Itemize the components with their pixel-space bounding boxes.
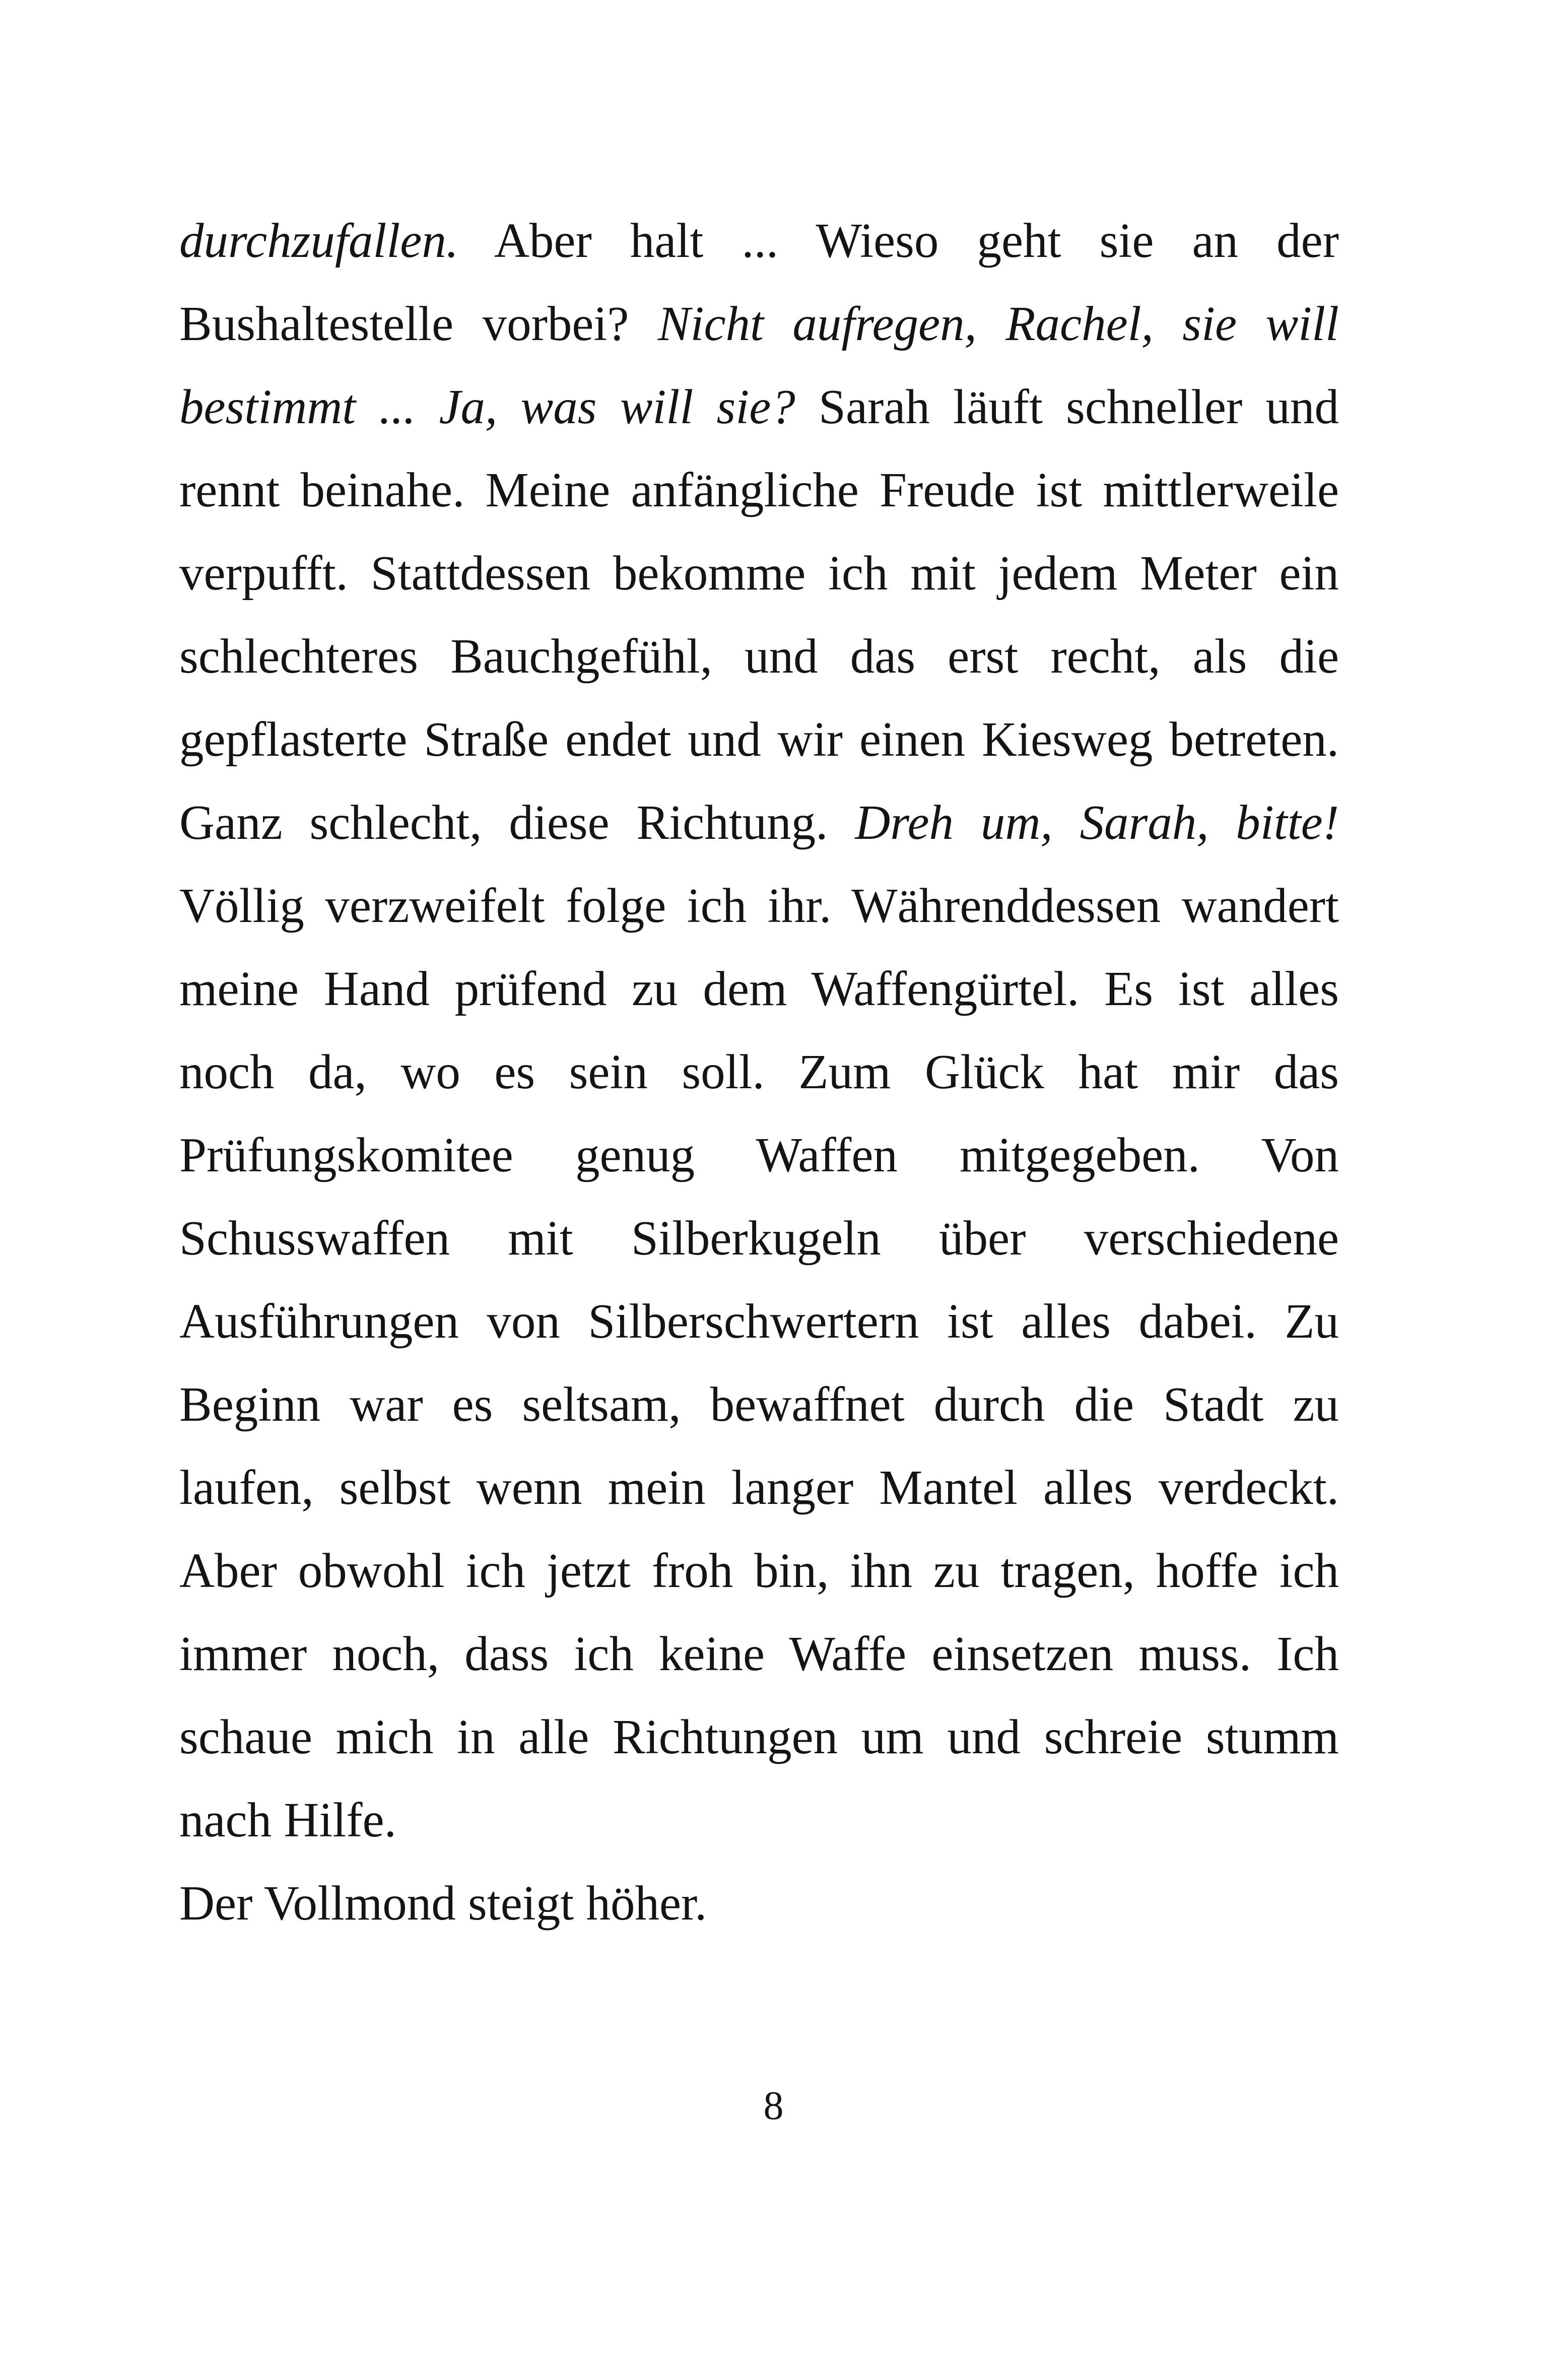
italic-text: durchzufallen. [179, 214, 459, 268]
paragraph [179, 199, 1339, 1862]
italic-text: Dreh um, Sarah, bitte! [855, 796, 1339, 849]
body-text-segment: Völlig verzweifelt folge ich ihr. Währenddessen wandert meine Hand prüfend zu dem Waffengürtel. Es ist alles noch da, wo es sein soll. Zum Glück hat mir das Prüfungskomitee genug Waffen mitgegeben. Von Schusswaffen mit Silberkugeln über verschiedene Ausführungen von Silberschwertern ist alles dabei. Zu Beginn war es seltsam, bewaffnet durch die Stadt zu laufen, selbst wenn mein langer Mantel alles verdeckt. Aber obwohl ich jetzt froh bin, ihn zu tragen, hoffe ich immer noch, dass ich keine Waffe einsetzen muss. Ich schaue mich in alle Richtungen um und schreie stumm nach Hilfe. [179, 879, 1339, 1847]
italic-text: Nicht aufregen, Rachel, sie will bestimmt ... Ja, was will sie? [179, 297, 1339, 434]
page-number: 8 [763, 2084, 784, 2128]
body-text-segment: Aber halt ... Wieso geht sie an der Bushaltestelle vorbei? [179, 214, 1339, 351]
body-text-segment: Der Vollmond steigt höher. [179, 1876, 707, 1930]
paragraph [179, 1862, 1339, 1945]
body-text-segment: Sarah läuft schneller und rennt beinahe. Meine anfängliche Freude ist mittlerweile verpufft. Stattdessen bekomme ich mit jedem Meter ein schlechteres Bauchgefühl, und das erst recht, als die gepflasterte Straße endet und wir einen Kiesweg betreten. Ganz schlecht, diese Richtung. [179, 380, 1339, 849]
body-text [179, 199, 1339, 1945]
